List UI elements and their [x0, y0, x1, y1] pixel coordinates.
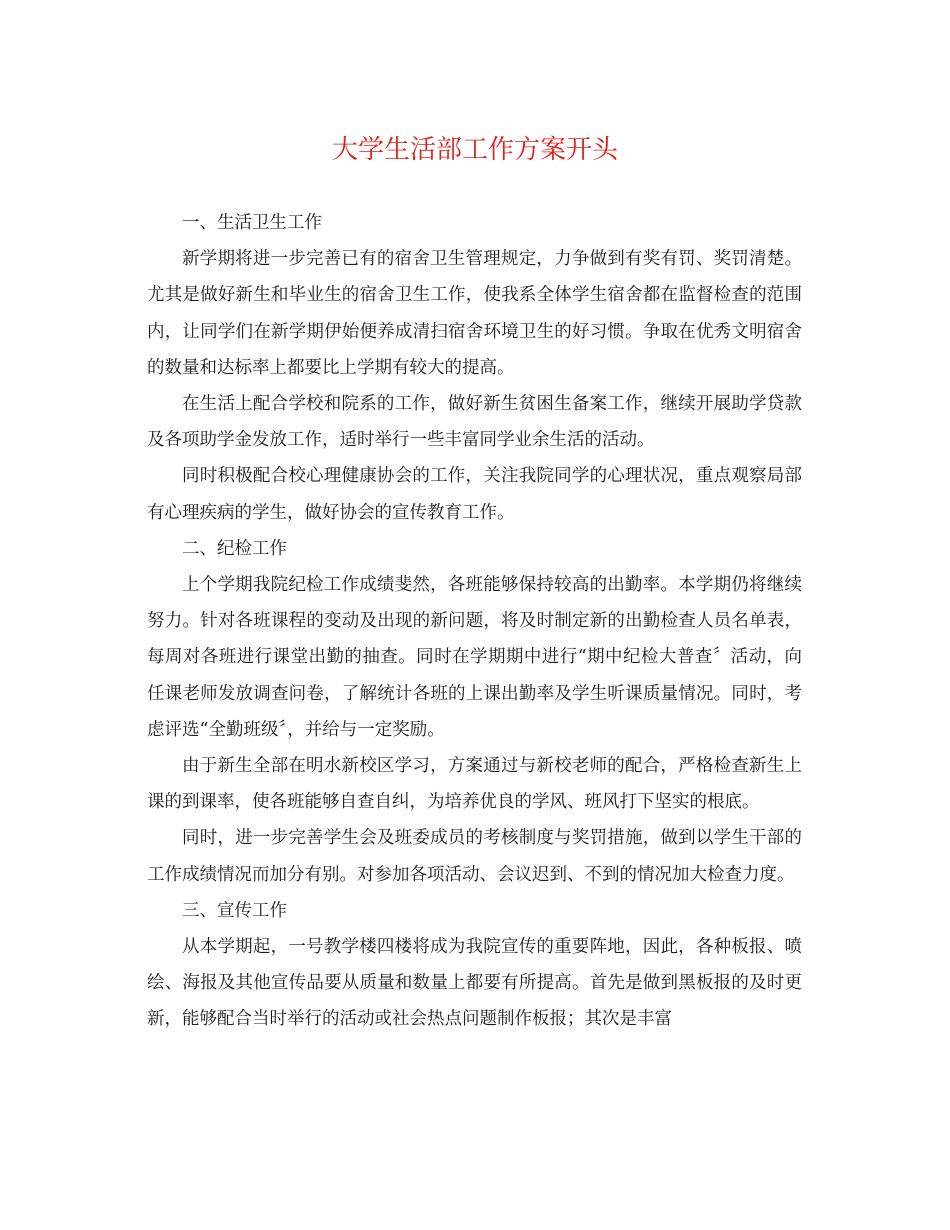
- document-body: [147, 205, 802, 1038]
- paragraph: 由于新生全部在明水新校区学习，方案通过与新校老师的配合，严格检查新生上课的到课率，使各班能够自查自纠，为培养优良的学风、班风打下坚实的根底。: [147, 756, 802, 813]
- paragraph: 从本学期起，一号教学楼四楼将成为我院宣传的重要阵地，因此，各种板报、喷绘、海报及其他宣传品要从质量和数量上都要有所提高。首先是做到黑板报的及时更新，能够配合当时举行的活动或社会热点问题制作板报；其次是丰富: [147, 937, 802, 1030]
- section-heading: 一、生活卫生工作: [182, 213, 322, 233]
- paragraph: 在生活上配合学校和院系的工作，做好新生贫困生备案工作，继续开展助学贷款及各项助学金发放工作，适时举行一些丰富同学业余生活的活动。: [147, 394, 802, 451]
- paragraph: 同时，进一步完善学生会及班委成员的考核制度与奖罚措施，做到以学生干部的工作成绩情况而加分有别。对参加各项活动、会议迟到、不到的情况加大检查力度。: [147, 828, 802, 885]
- paragraph: 新学期将进一步完善已有的宿舍卫生管理规定，力争做到有奖有罚、奖罚清楚。尤其是做好新生和毕业生的宿舍卫生工作，使我系全体学生宿舍都在监督检查的范围内，让同学们在新学期伊始便养成清扫宿舍环境卫生的好习惯。争取在优秀文明宿舍的数量和达标率上都要比上学期有较大的提高。: [147, 249, 802, 378]
- document-title: 大学生活部工作方案开头: [331, 135, 618, 165]
- section-heading: 三、宣传工作: [182, 900, 287, 921]
- paragraph: 上个学期我院纪检工作成绩斐然，各班能够保持较高的出勤率。本学期仍将继续努力。针对各班课程的变动及出现的新问题，将及时制定新的出勤检查人员名单表，每周对各班进行课堂出勤的抽查。同时在学期期中进行“期中纪检大普查〞活动，向任课老师发放调查问卷，了解统计各班的上课出勤率及学生听课质量情况。同时，考虑评选“全勤班级〞，并给与一定奖励。: [147, 575, 802, 740]
- section-heading: 二、纪检工作: [182, 538, 287, 559]
- paragraph: 同时积极配合校心理健康协会的工作，关注我院同学的心理状况，重点观察局部有心理疾病的学生，做好协会的宣传教育工作。: [147, 466, 802, 523]
